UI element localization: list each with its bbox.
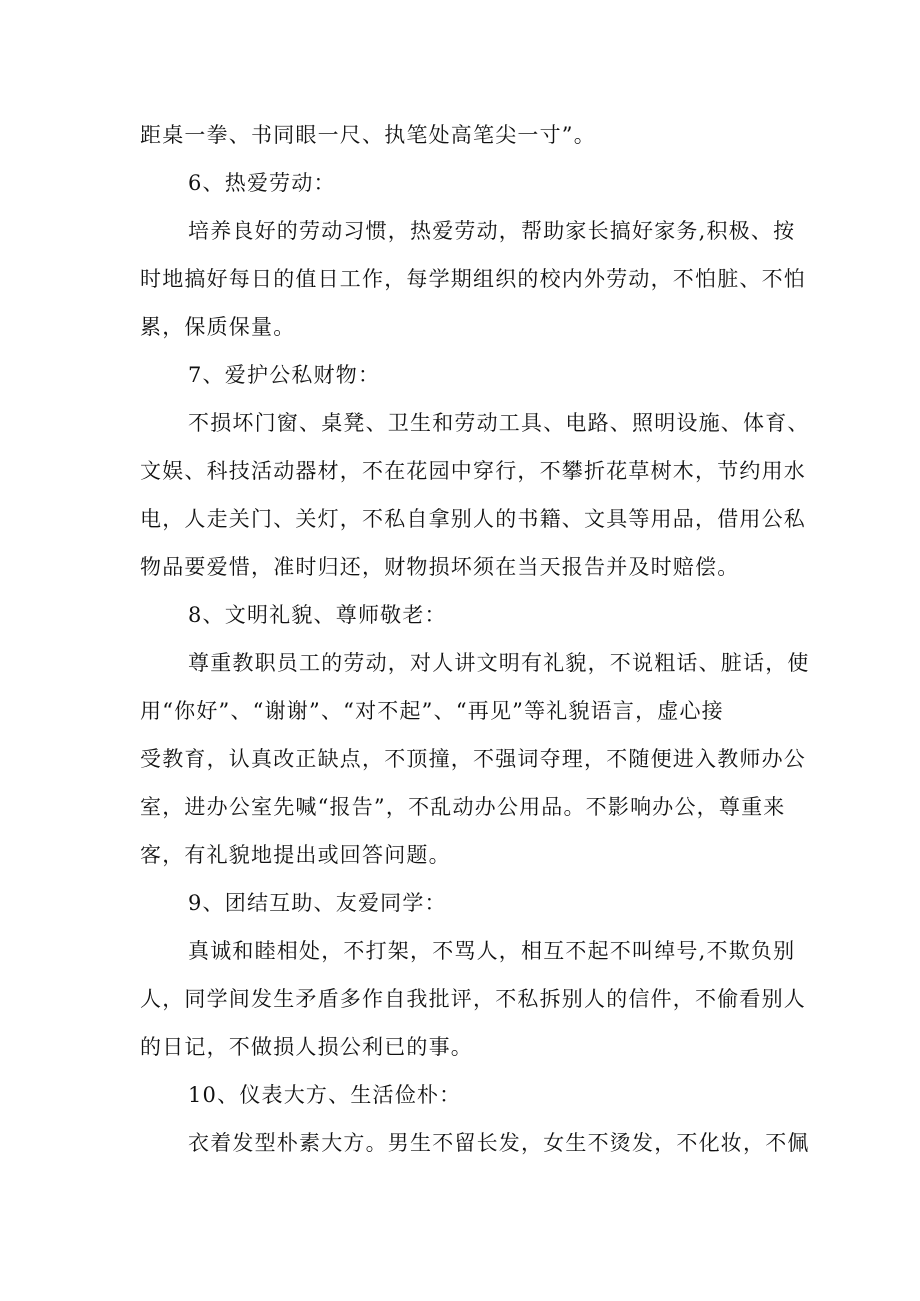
paragraph-line: 时地搞好每日的值日工作，每学期组织的校内外劳动，不怕脏、不怕 (140, 267, 806, 291)
paragraph-line: 室，进办公室先喊“报告”，不乱动办公用品。不影响办公，尊重来 (140, 795, 786, 819)
paragraph-line: 培养良好的劳动习惯，热爱劳动，帮助家长搞好家务,积极、按 (188, 219, 796, 243)
paragraph-line: 尊重教职员工的劳动，对人讲文明有礼貌，不说粗话、脏话，使 (188, 651, 810, 675)
section-heading-8: 8、文明礼貌、尊师敬老： (188, 603, 447, 627)
paragraph-line: 距桌一拳、书同眼一尺、执笔处高笔尖一寸”。 (140, 123, 596, 147)
paragraph-line: 累，保质保量。 (140, 315, 296, 339)
paragraph-line: 物品要爱惜，准时归还，财物损坏须在当天报告并及时赔偿。 (140, 555, 740, 579)
paragraph-line: 人，同学间发生矛盾多作自我批评，不私拆别人的信件，不偷看别人 (140, 987, 806, 1011)
paragraph-line: 不损坏门窗、桌凳、卫生和劳动工具、电路、照明设施、体育、 (188, 411, 810, 435)
paragraph-line: 客，有礼貌地提出或回答问题。 (140, 843, 451, 867)
section-heading-10: 10、仪表大方、生活俭朴： (188, 1083, 462, 1107)
paragraph-line: 受教育，认真改正缺点，不顶撞，不强词夺理，不随便进入教师办公 (140, 747, 806, 771)
section-heading-7: 7、爱护公私财物： (188, 363, 381, 387)
paragraph-line: 用“你好”、“谢谢”、“对不起”、“再见”等礼貌语言，虚心接 (140, 699, 724, 723)
paragraph-line: 真诚和睦相处，不打架，不骂人，相互不起不叫绰号,不欺负别 (188, 939, 796, 963)
paragraph-line: 衣着发型朴素大方。男生不留长发，女生不烫发，不化妆，不佩 (188, 1131, 810, 1155)
paragraph-line: 的日记，不做损人损公利已的事。 (140, 1035, 473, 1059)
paragraph-line: 电，人走关门、关灯，不私自拿别人的书籍、文具等用品，借用公私 (140, 507, 806, 531)
section-heading-9: 9、团结互助、友爱同学： (188, 891, 447, 915)
paragraph-line: 文娱、科技活动器材，不在花园中穿行，不攀折花草树木，节约用水 (140, 459, 806, 483)
section-heading-6: 6、热爱劳动： (188, 171, 336, 195)
